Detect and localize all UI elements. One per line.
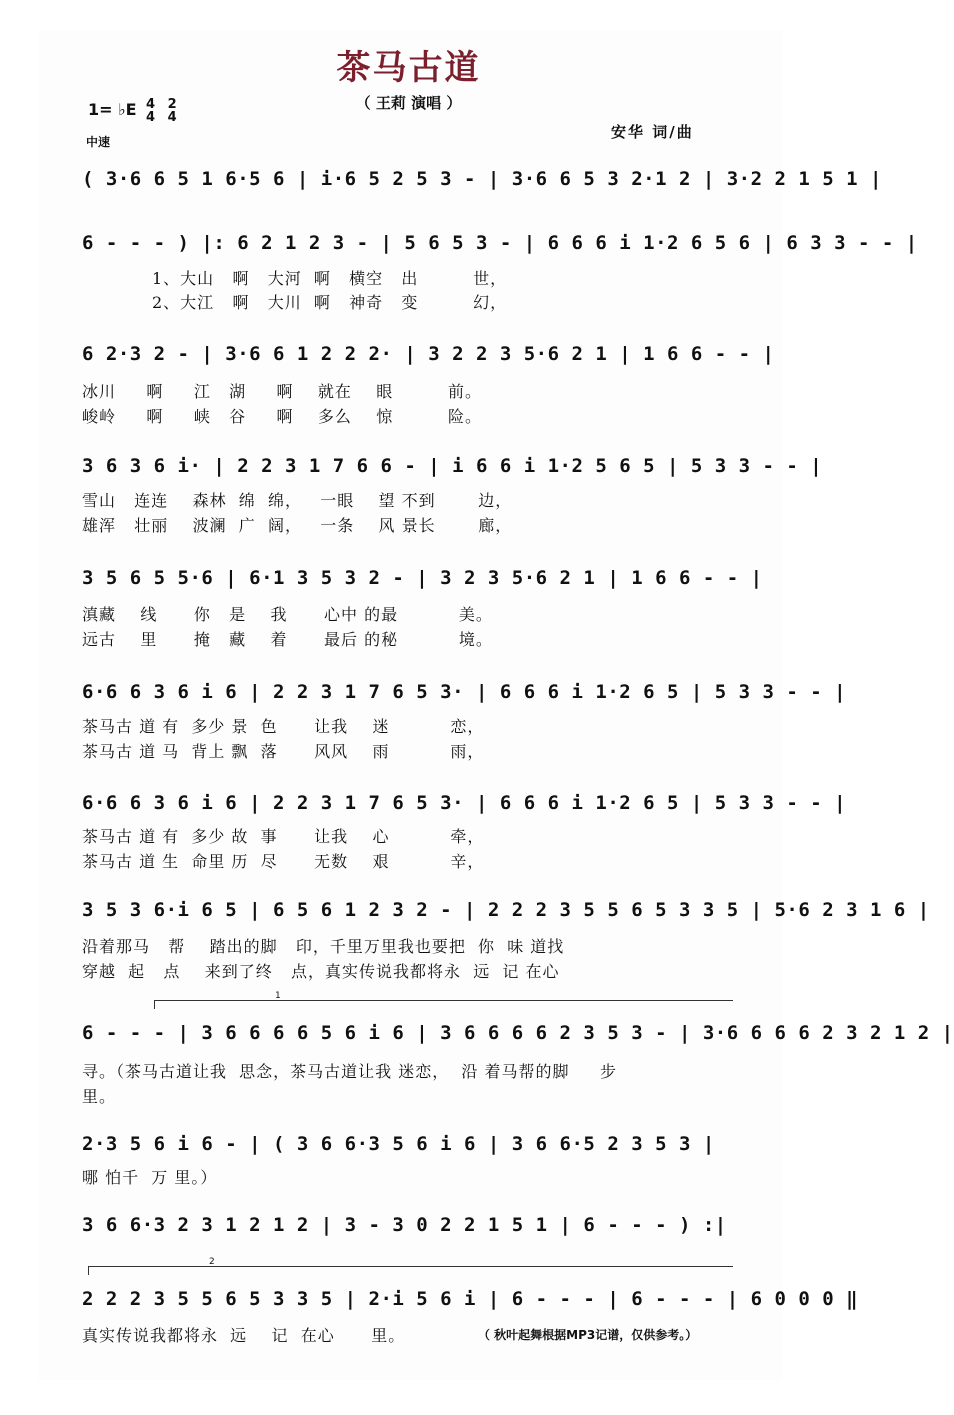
volta-bracket-2 (88, 1257, 733, 1275)
lyric-line-6b: 茶马古 道 马 背上 飘 落 风风 雨 雨， (82, 742, 485, 761)
lyric-line-5a: 滇藏 线 你 是 我 心中 的最 美。 (82, 605, 493, 624)
composer-credit: 安华 词/曲 (611, 123, 694, 141)
lyric-line-2b: 2、大江 啊 大川 啊 神奇 变 幻， (152, 293, 508, 312)
lyric-line-7a: 茶马古 道 有 多少 故 事 让我 心 牵， (82, 827, 485, 846)
song-title: 茶马古道 (336, 48, 481, 88)
key-signature: 1= ♭E (88, 100, 137, 119)
notation-line-7: 6·6 6 3 6 i 6 | 2 2 3 1 7 6 5 3· | 6 6 6 i 1·2 6 5 | 5 3 3 - - | (82, 792, 847, 814)
notation-line-6: 6·6 6 3 6 i 6 | 2 2 3 1 7 6 5 3· | 6 6 6 i 1·2 6 5 | 5 3 3 - - | (82, 681, 847, 703)
volta-number-1: 1 (275, 991, 281, 1001)
lyric-line-7b: 茶马古 道 生 命里 历 尽 无数 艰 辛， (82, 852, 485, 871)
lyric-line-8a: 沿着那马 帮 踏出的脚 印，千里万里我也要把 你 味 道找 (82, 937, 565, 956)
lyric-line-9b: 里。 (82, 1087, 117, 1106)
lyric-line-3a: 冰川 啊 江 湖 啊 就在 眼 前。 (82, 382, 483, 401)
volta-number-2: 2 (209, 1257, 215, 1267)
meter-4-4: 4 4 (146, 97, 156, 125)
time-signatures (146, 98, 185, 124)
notation-line-2: 6 - - - ) |: 6 2 1 2 3 - | 5 6 5 3 - | 6 6 6 i 1·2 6 5 6 | 6 3 3 - - | (82, 232, 918, 254)
notation-line-12: 2 2 2 3 5 5 6 5 3 3 5 | 2·i 5 6 i | 6 - - - | 6 - - - | 6 0 0 0 ‖ (82, 1288, 859, 1310)
tempo-marking: 中速 (86, 135, 111, 149)
lyric-line-3b: 峻岭 啊 峡 谷 啊 多么 惊 险。 (82, 407, 483, 426)
meter-2-4: 2 4 (167, 97, 177, 125)
lyric-line-2a: 1、大山 啊 大河 啊 横空 出 世， (152, 269, 508, 288)
lyric-line-12a: 真实传说我都将永 远 记 在心 里。 (82, 1326, 406, 1345)
notation-line-5: 3 5 6 5 5·6 | 6·1 3 5 3 2 - | 3 2 3 5·6 2 1 | 1 6 6 - - | (82, 567, 763, 589)
transcription-note: （ 秋叶起舞根据MP3记谱，仅供参考。） (478, 1328, 698, 1342)
notation-line-4: 3 6 3 6 i· | 2 2 3 1 7 6 6 - | i 6 6 i 1·2 5 6 5 | 5 3 3 - - | (82, 455, 823, 477)
lyric-line-8b: 穿越 起 点 来到了终 点，真实传说我都将永 远 记 在心 (82, 962, 560, 981)
singer-credit: （ 王莉 演唱 ） (355, 94, 462, 112)
notation-line-1: ( 3·6 6 5 1 6·5 6 | i·6 5 2 5 3 - | 3·6 6 5 3 2·1 2 | 3·2 2 1 5 1 | (82, 168, 882, 190)
notation-line-9: 6 - - - | 3 6 6 6 6 5 6 i 6 | 3 6 6 6 6 2 3 5 3 - | 3·6 6 6 6 2 3 2 1 2 | (82, 1022, 954, 1044)
lyric-line-10a: 哪 怕千 万 里。） (82, 1168, 218, 1187)
notation-line-3: 6 2·3 2 - | 3·6 6 1 2 2 2· | 3 2 2 3 5·6 2 1 | 1 6 6 - - | (82, 343, 775, 365)
lyric-line-4b: 雄浑 壮丽 波澜 广 阔， 一条 风 景长 廊， (82, 516, 513, 535)
volta-bracket-1 (154, 991, 733, 1009)
notation-line-10: 2·3 5 6 i 6 - | ( 3 6 6·3 5 6 i 6 | 3 6 6·5 2 3 5 3 | (82, 1133, 715, 1155)
notation-line-11: 3 6 6·3 2 3 1 2 1 2 | 3 - 3 0 2 2 1 5 1 | 6 - - - ) :| (82, 1214, 727, 1236)
lyric-line-5b: 远古 里 掩 藏 着 最后 的秘 境。 (82, 630, 493, 649)
lyric-line-4a: 雪山 连连 森林 绵 绵， 一眼 望 不到 边， (82, 491, 513, 510)
lyric-line-9a: 寻。（茶马古道让我 思念，茶马古道让我 迷恋， 沿 着马帮的脚 步 (82, 1062, 617, 1081)
lyric-line-6a: 茶马古 道 有 多少 景 色 让我 迷 恋， (82, 717, 485, 736)
notation-line-8: 3 5 3 6·i 6 5 | 6 5 6 1 2 3 2 - | 2 2 2 3 5 5 6 5 3 3 5 | 5·6 2 3 1 6 | (82, 899, 930, 921)
